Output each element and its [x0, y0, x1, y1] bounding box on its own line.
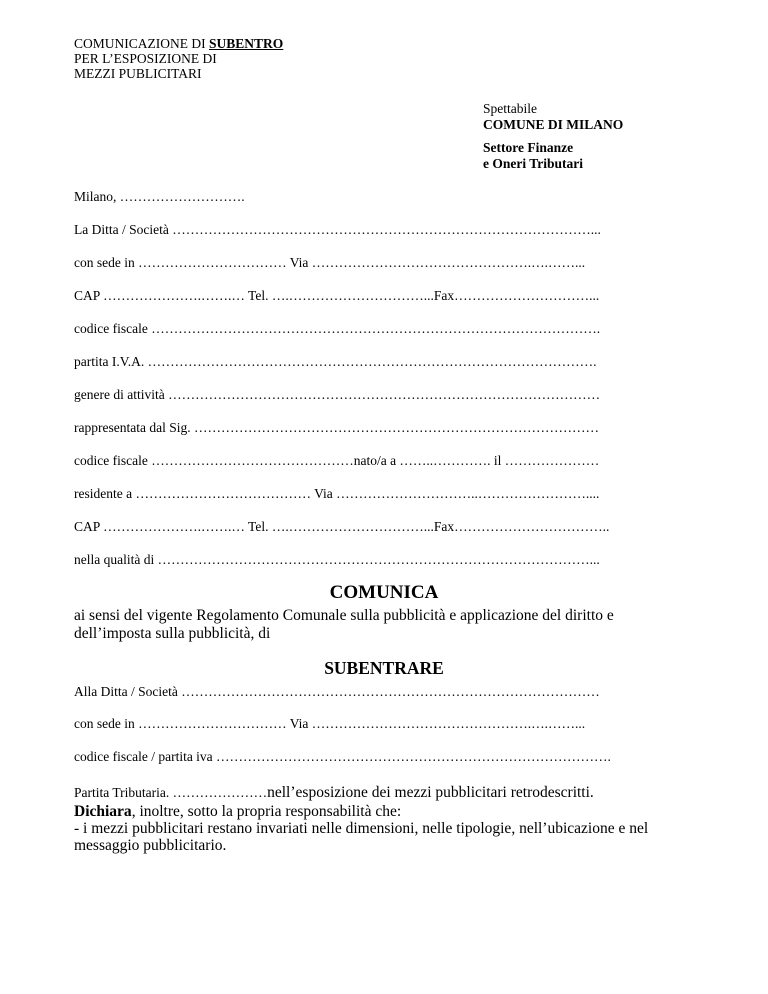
- comunica-line-2: dell’imposta sulla pubblicità, di: [74, 625, 271, 642]
- field-subentro-sede: con sede in …………………………… Via ………………………………………….….……...: [74, 716, 586, 731]
- partita-tributaria-line: [74, 784, 594, 801]
- dichiara-line: [74, 803, 401, 820]
- field-subentro-ditta: Alla Ditta / Società …………………………………………………………………………………: [74, 684, 600, 699]
- addressee-name: COMUNE DI MILANO: [483, 117, 624, 132]
- field-codice-fiscale: codice fiscale ……………………………………………………………………………………….: [74, 321, 601, 336]
- addressee-greeting: Spettabile: [483, 101, 537, 116]
- addressee-dept-1: Settore Finanze: [483, 140, 574, 155]
- field-subentro-cf-iva: codice fiscale / partita iva …………………………………………………………………………….: [74, 749, 611, 764]
- field-ditta: La Ditta / Società …………………………………………………………………………………...: [74, 222, 601, 237]
- field-sede: con sede in …………………………… Via ………………………………………….….……...: [74, 255, 586, 270]
- comunica-title: COMUNICA: [329, 582, 439, 603]
- partita-tributaria-text: nell’esposizione dei mezzi pubblicitari retrodescritti.: [267, 784, 594, 801]
- declaration-line-2: messaggio pubblicitario.: [74, 837, 227, 854]
- dichiara-rest: , inoltre, sotto la propria responsabilità che:: [131, 803, 402, 820]
- field-cap-tel-fax: CAP ………………….…….… Tel. ….…………………………...Fax…………………………...: [74, 288, 600, 303]
- comunica-line-1: ai sensi del vigente Regolamento Comunale sulla pubblicità e applicazione del diritto e: [74, 607, 614, 624]
- field-codice-fiscale-nato: codice fiscale ………………………………………nato/a a ……..…………. il …………………: [74, 453, 600, 468]
- addressee-block: [483, 101, 623, 172]
- header-subentro: SUBENTRO: [209, 36, 284, 51]
- partita-tributaria-label: Partita Tributaria. …………………: [74, 785, 268, 800]
- document-header: [74, 36, 283, 81]
- field-partita-iva: partita I.V.A. ……………………………………………………………………………………….: [74, 354, 597, 369]
- dichiara-bold: Dichiara: [74, 803, 132, 820]
- header-line-1: COMUNICAZIONE DI SUBENTRO: [74, 36, 284, 51]
- field-residente: residente a ………………………………… Via …………………………..……………………....: [74, 486, 600, 501]
- field-milano-date: Milano, ……………………….: [74, 189, 245, 204]
- field-genere-attivita: genere di attività ……………………………………………………………………………………: [74, 387, 601, 402]
- header-line-2: PER L’ESPOSIZIONE DI: [74, 51, 217, 66]
- field-cap-tel-fax-2: CAP ………………….…….… Tel. ….…………………………...Fax……………………………..: [74, 519, 610, 534]
- header-line-3: MEZZI PUBLICITARI: [74, 66, 202, 81]
- field-rappresentata: rappresentata dal Sig. ………………………………………………………………………………: [74, 420, 599, 435]
- field-qualita: nella qualità di ……………………………………………………………………………………...: [74, 552, 600, 567]
- addressee-dept-2: e Oneri Tributari: [483, 156, 583, 171]
- declaration-line-1: - i mezzi pubblicitari restano invariati nelle dimensioni, nelle tipologie, nell’ubicazione e nel: [74, 820, 649, 837]
- subentrare-title: SUBENTRARE: [324, 658, 444, 678]
